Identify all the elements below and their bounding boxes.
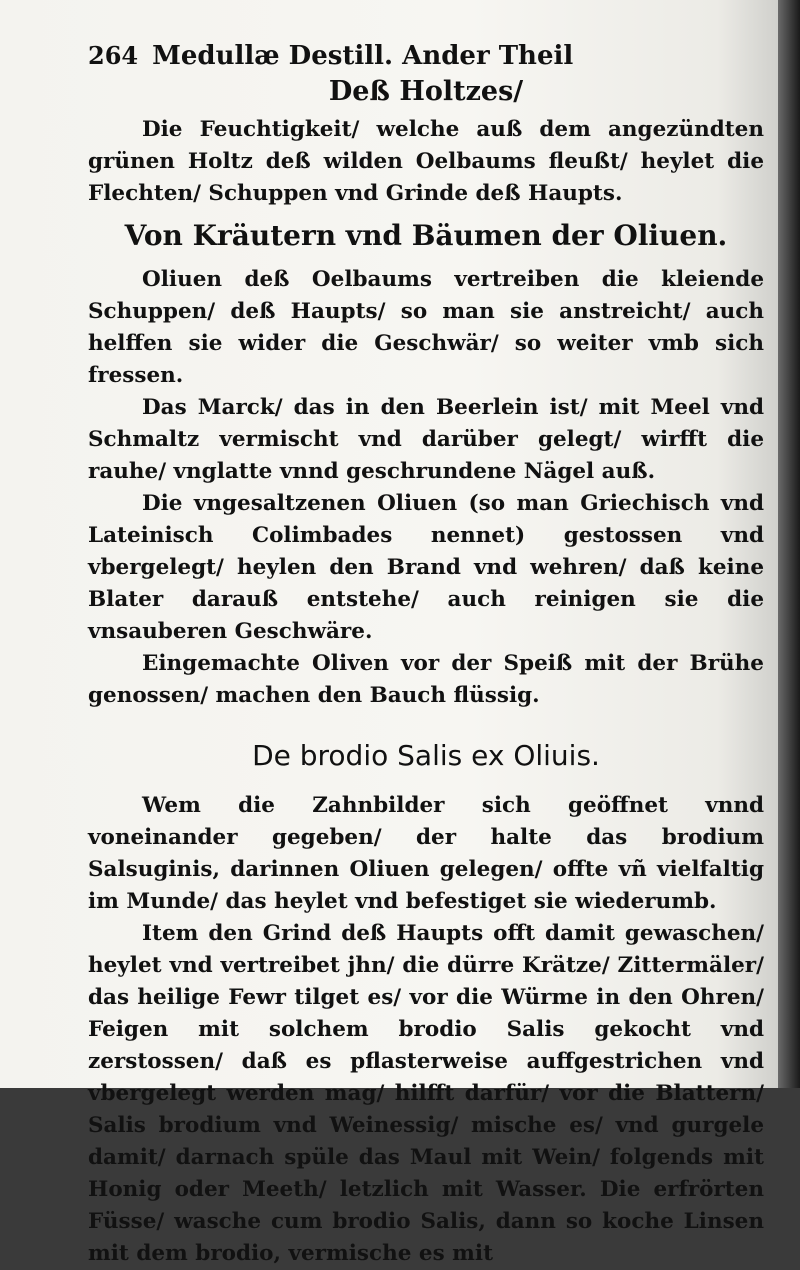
page-number: 264: [88, 41, 139, 70]
section-heading-brodio: De brodio Salis ex Oliuis.: [252, 739, 600, 772]
paragraph: Wem die Zahnbilder sich geöffnet vnnd voneinander gegeben/ der halte das brodium Salsuginis, darinnen Oliuen gelegen/ offte vñ vielfaltig im Munde/ das heylet vnd befestiget sie wiederumb.: [88, 793, 764, 914]
paragraph: Item den Grind deß Haupts offt damit gewaschen/ heylet vnd vertreibet jhn/ die dürre Krätze/ Zittermäler/ das heilige Fewr tilget es/ vor die Würme in den Ohren/ Feigen mit solchem brodio Salis gekocht vnd zerstossen/ daß es pflasterweise auffgestrichen vnd vbergelegt werden mag/ hilfft darfür/ vor die Blattern/ Salis brodium vnd Weinessig/ mische es/ vnd gurgele damit/ darnach spüle das Maul mit Wein/ folgends mit Honig oder Meeth/ letzlich mit Wasser. Die erfrörten Füsse/ wasche cum brodio Salis, dann so koche Linsen mit dem brodio, vermische es mit: [88, 921, 764, 1266]
running-title: Medullæ Destill. Ander Theil: [152, 41, 574, 71]
running-header: [88, 40, 764, 72]
paragraph: Oliuen deß Oelbaums vertreiben die kleiende Schuppen/ deß Haupts/ so man sie anstreicht/ auch helffen sie wider die Geschwär/ so weiter vmb sich fressen.: [88, 267, 764, 388]
paragraph: Eingemachte Oliven vor der Speiß mit der Brühe genossen/ machen den Bauch flüssig.: [88, 651, 764, 708]
page-text: [88, 40, 764, 1270]
paragraph: Die vngesaltzenen Oliuen (so man Griechisch vnd Lateinisch Colimbades nennet) gestossen vnd vbergelegt/ heylen den Brand vnd wehren/ daß keine Blater darauß entstehe/ auch reinigen sie die vnsauberen Geschwäre.: [88, 491, 764, 644]
paragraph: Die Feuchtigkeit/ welche auß dem angezündten grünen Holtz deß wilden Oelbaums fleußt/ heylet die Flechten/ Schuppen vnd Grinde deß Haupts.: [88, 117, 764, 206]
page-edge-shadow: [778, 0, 800, 1088]
section-heading-olives: Von Kräutern vnd Bäumen der Oliuen.: [124, 219, 728, 252]
paragraph: Das Marck/ das in den Beerlein ist/ mit Meel vnd Schmaltz vermischt vnd darüber gelegt/ wirfft die rauhe/ vnglatte vnnd geschrundene Nägel auß.: [88, 395, 764, 484]
section-heading-wood: Deß Holtzes/: [328, 76, 524, 107]
